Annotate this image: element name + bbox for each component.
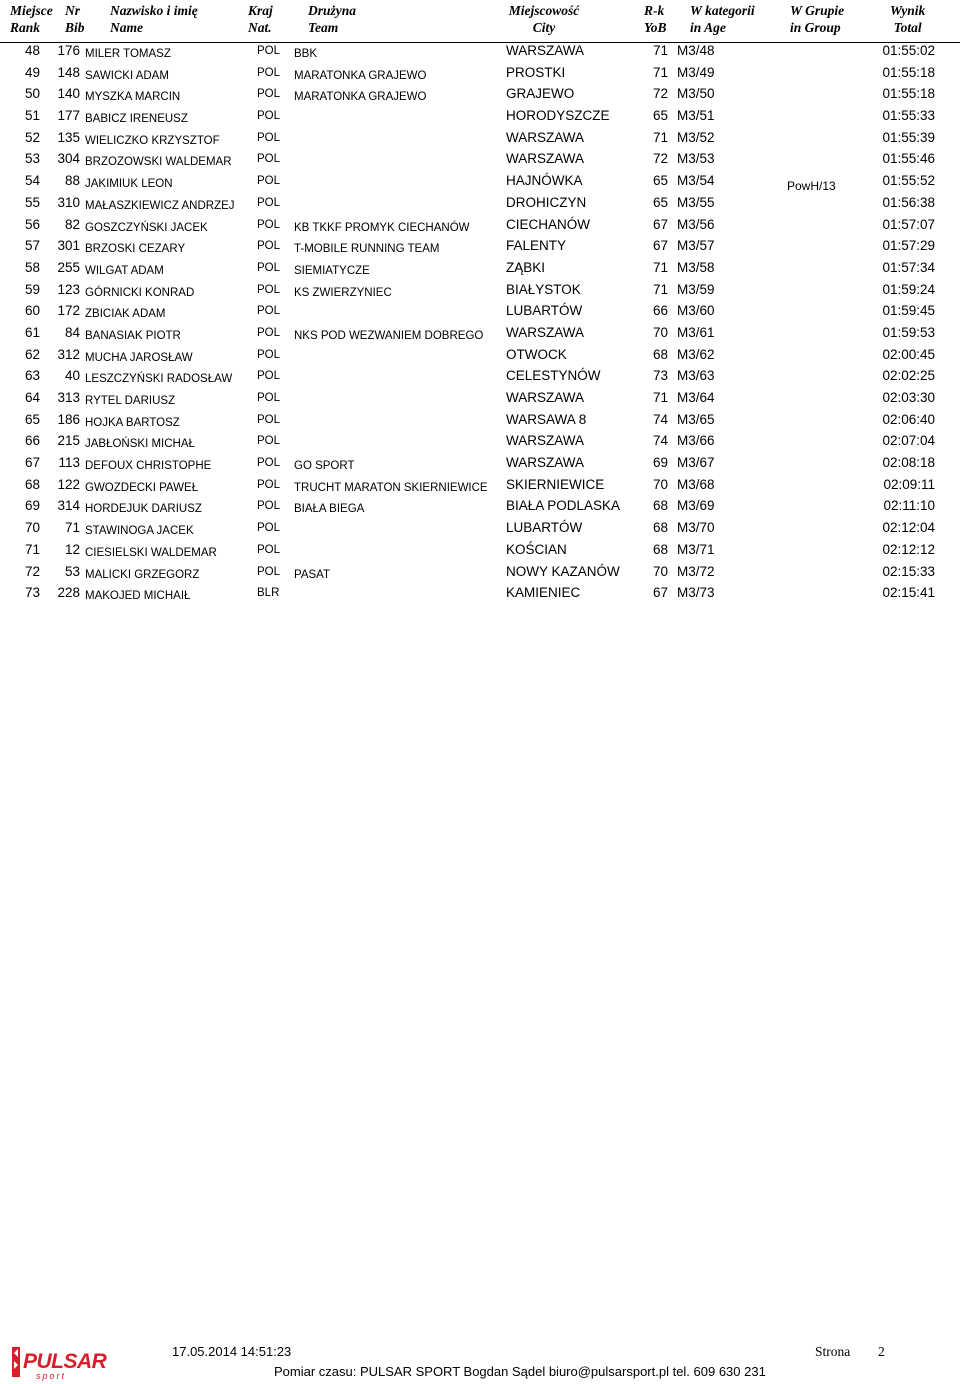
nat-cell: POL	[257, 305, 281, 318]
rank-cell: 49	[24, 64, 40, 80]
city-cell: WARSZAWA	[506, 390, 584, 405]
total-cell: 02:06:40	[882, 411, 935, 427]
nat-cell: POL	[257, 283, 281, 296]
nat-cell: POL	[257, 457, 281, 470]
bib-cell: 177	[57, 108, 80, 124]
category-cell: M3/70	[677, 520, 715, 536]
nat-cell: POL	[257, 500, 281, 513]
bib-cell: 88	[64, 173, 80, 189]
team-cell: KB TKKF PROMYK CIECHANÓW	[294, 221, 470, 234]
rank-cell: 73	[24, 585, 40, 601]
header-team: Drużyna Team	[308, 3, 357, 35]
yob-cell: 67	[652, 585, 668, 601]
name-cell: GWOZDECKI PAWEŁ	[85, 481, 199, 494]
nat-cell: BLR	[257, 587, 280, 600]
total-cell: 01:55:02	[882, 43, 935, 58]
table-row	[0, 519, 960, 541]
category-cell: M3/73	[677, 585, 715, 601]
yob-cell: 69	[652, 455, 668, 471]
name-cell: MAŁASZKIEWICZ ANDRZEJ	[85, 199, 235, 212]
yob-cell: 65	[652, 108, 668, 124]
rank-cell: 59	[24, 281, 40, 297]
bib-cell: 84	[64, 324, 80, 340]
nat-cell: POL	[257, 543, 281, 556]
category-cell: M3/67	[677, 455, 715, 471]
group-cell: PowH/13	[787, 179, 836, 194]
table-row	[0, 476, 960, 498]
name-cell: GÓRNICKI KONRAD	[85, 286, 195, 299]
bib-cell: 122	[57, 476, 80, 492]
rank-cell: 53	[24, 151, 40, 167]
yob-cell: 72	[652, 86, 668, 102]
total-cell: 01:57:07	[882, 216, 935, 232]
category-cell: M3/55	[677, 194, 715, 210]
city-cell: PROSTKI	[506, 64, 566, 80]
yob-cell: 71	[652, 64, 668, 80]
bib-cell: 312	[57, 346, 80, 362]
total-cell: 02:03:30	[882, 390, 935, 405]
bib-cell: 113	[58, 455, 80, 471]
team-cell: PASAT	[294, 568, 330, 581]
rank-cell: 64	[24, 390, 40, 405]
bib-cell: 255	[57, 259, 80, 275]
table-row	[0, 497, 960, 519]
table-row	[0, 346, 960, 368]
team-cell: GO SPORT	[294, 460, 355, 473]
city-cell: KOŚCIAN	[506, 541, 567, 557]
yob-cell: 67	[652, 216, 668, 232]
team-cell: MARATONKA GRAJEWO	[294, 69, 427, 82]
nat-cell: POL	[257, 522, 281, 535]
team-cell: KS ZWIERZYNIEC	[294, 286, 392, 299]
table-row	[0, 432, 960, 454]
city-cell: WARSZAWA	[506, 455, 584, 471]
table-row	[0, 302, 960, 324]
nat-cell: POL	[257, 88, 281, 101]
yob-cell: 70	[652, 324, 668, 340]
bib-cell: 148	[57, 64, 80, 80]
rank-cell: 50	[24, 86, 40, 102]
yob-cell: 74	[652, 433, 668, 449]
city-cell: WARSZAWA	[506, 129, 584, 145]
city-cell: WARSZAWA	[506, 151, 584, 167]
nat-cell: POL	[257, 131, 281, 144]
total-cell: 02:15:41	[882, 585, 935, 601]
bib-cell: 314	[57, 498, 80, 514]
total-cell: 02:15:33	[882, 563, 935, 579]
yob-cell: 71	[652, 281, 668, 297]
name-cell: WILGAT ADAM	[85, 264, 164, 277]
city-cell: OTWOCK	[506, 346, 567, 362]
table-row	[0, 563, 960, 585]
nat-cell: POL	[257, 153, 281, 166]
yob-cell: 73	[652, 368, 668, 384]
city-cell: HORODYSZCZE	[506, 108, 610, 124]
name-cell: LESZCZYŃSKI RADOSŁAW	[85, 373, 233, 386]
city-cell: BIAŁYSTOK	[506, 281, 581, 297]
yob-cell: 65	[652, 194, 668, 210]
yob-cell: 71	[652, 43, 668, 58]
team-cell: BBK	[294, 48, 318, 60]
category-cell: M3/58	[677, 259, 715, 275]
rank-cell: 56	[24, 216, 40, 232]
bib-cell: 172	[57, 303, 80, 319]
table-row	[0, 541, 960, 563]
name-cell: BRZOZOWSKI WALDEMAR	[85, 156, 232, 169]
yob-cell: 72	[652, 151, 668, 167]
total-cell: 01:55:39	[882, 129, 935, 145]
category-cell: M3/56	[677, 216, 715, 232]
bib-cell: 71	[64, 520, 80, 536]
city-cell: KAMIENIEC	[506, 585, 581, 601]
name-cell: SAWICKI ADAM	[85, 69, 169, 82]
name-cell: MYSZKA MARCIN	[85, 91, 181, 104]
svg-text:PULSAR: PULSAR	[23, 1350, 107, 1373]
team-cell: TRUCHT MARATON SKIERNIEWICE	[294, 481, 488, 494]
rank-cell: 67	[24, 455, 40, 471]
total-cell: 01:59:53	[882, 324, 935, 340]
team-cell: NKS POD WEZWANIEM DOBREGO	[294, 329, 484, 342]
table-row	[0, 194, 960, 216]
bib-cell: 12	[64, 541, 80, 557]
city-cell: LUBARTÓW	[506, 520, 583, 536]
rank-cell: 60	[24, 303, 40, 319]
name-cell: BABICZ IRENEUSZ	[85, 113, 188, 126]
rank-cell: 57	[24, 238, 40, 254]
header-group: W Grupie in Group	[790, 3, 845, 35]
total-cell: 01:55:52	[882, 173, 935, 189]
bib-cell: 40	[64, 368, 80, 384]
bib-cell: 140	[57, 86, 80, 102]
table-row	[0, 129, 960, 151]
rank-cell: 48	[24, 43, 40, 58]
total-cell: 02:11:10	[883, 498, 935, 514]
category-cell: M3/50	[677, 86, 715, 102]
name-cell: WIELICZKO KRZYSZTOF	[85, 134, 220, 147]
nat-cell: POL	[257, 435, 281, 448]
nat-cell: POL	[257, 326, 281, 339]
yob-cell: 68	[652, 346, 668, 362]
bib-cell: 123	[57, 281, 80, 297]
yob-cell: 68	[652, 541, 668, 557]
bib-cell: 176	[57, 43, 80, 58]
bib-cell: 82	[64, 216, 80, 232]
category-cell: M3/63	[677, 368, 715, 384]
header-nat: Kraj Nat.	[248, 3, 273, 35]
total-cell: 01:55:46	[882, 151, 935, 167]
total-cell: 01:56:38	[882, 194, 935, 210]
header-rank: Miejsce Rank	[10, 3, 53, 35]
city-cell: WARSZAWA	[506, 433, 584, 449]
city-cell: WARSAWA 8	[506, 411, 587, 427]
team-cell: MARATONKA GRAJEWO	[294, 91, 427, 104]
team-cell: T-MOBILE RUNNING TEAM	[294, 243, 440, 256]
city-cell: DROHICZYN	[506, 194, 587, 210]
city-cell: NOWY KAZANÓW	[506, 563, 620, 579]
bib-cell: 310	[57, 194, 80, 210]
yob-cell: 70	[652, 476, 668, 492]
name-cell: HORDEJUK DARIUSZ	[85, 503, 202, 516]
city-cell: CELESTYNÓW	[506, 368, 601, 384]
nat-cell: POL	[257, 261, 281, 274]
city-cell: CIECHANÓW	[506, 216, 590, 232]
table-row	[0, 216, 960, 238]
city-cell: BIAŁA PODLASKA	[506, 498, 621, 514]
nat-cell: POL	[257, 45, 281, 57]
total-cell: 02:12:12	[882, 541, 935, 557]
name-cell: ZBICIAK ADAM	[85, 308, 166, 321]
rank-cell: 61	[24, 324, 40, 340]
total-cell: 02:00:45	[882, 346, 935, 362]
header-category: W kategorii in Age	[690, 3, 755, 35]
name-cell: MALICKI GRZEGORZ	[85, 568, 200, 581]
table-header	[0, 0, 960, 43]
rank-cell: 66	[24, 433, 40, 449]
name-cell: JAKIMIUK LEON	[85, 178, 173, 191]
svg-text:sport: sport	[36, 1371, 67, 1381]
nat-cell: POL	[257, 565, 281, 578]
nat-cell: POL	[257, 66, 281, 79]
name-cell: MUCHA JAROSŁAW	[85, 351, 193, 364]
total-cell: 01:55:33	[882, 108, 935, 124]
category-cell: M3/68	[677, 476, 715, 492]
table-row	[0, 281, 960, 303]
city-cell: HAJNÓWKA	[506, 173, 583, 189]
yob-cell: 71	[652, 390, 668, 405]
city-cell: SKIERNIEWICE	[506, 476, 605, 492]
rank-cell: 51	[24, 108, 40, 124]
yob-cell: 68	[652, 498, 668, 514]
rank-cell: 70	[24, 520, 40, 536]
total-cell: 01:55:18	[882, 86, 935, 102]
category-cell: M3/72	[677, 563, 715, 579]
yob-cell: 70	[652, 563, 668, 579]
table-row	[0, 411, 960, 433]
rank-cell: 58	[24, 259, 40, 275]
header-bib: Nr Bib	[65, 3, 85, 35]
rank-cell: 54	[24, 173, 40, 189]
nat-cell: POL	[257, 413, 281, 426]
footer-datetime: 17.05.2014 14:51:23	[172, 1344, 292, 1359]
total-cell: 01:57:34	[882, 259, 935, 275]
city-cell: GRAJEWO	[506, 86, 575, 102]
name-cell: HOJKA BARTOSZ	[85, 416, 180, 429]
category-cell: M3/54	[677, 173, 715, 189]
nat-cell: POL	[257, 370, 281, 383]
name-cell: DEFOUX CHRISTOPHE	[85, 460, 212, 473]
nat-cell: POL	[257, 348, 281, 361]
table-row	[0, 259, 960, 281]
bib-cell: 135	[57, 129, 80, 145]
rank-cell: 55	[24, 194, 40, 210]
rank-cell: 68	[24, 476, 40, 492]
name-cell: STAWINOGA JACEK	[85, 525, 194, 538]
table-row	[0, 172, 960, 194]
nat-cell: POL	[257, 478, 281, 491]
rank-cell: 63	[24, 368, 40, 384]
yob-cell: 67	[652, 238, 668, 254]
name-cell: JABŁOŃSKI MICHAŁ	[85, 438, 195, 451]
city-cell: LUBARTÓW	[506, 303, 583, 319]
table-row	[0, 107, 960, 129]
category-cell: M3/66	[677, 433, 715, 449]
nat-cell: POL	[257, 392, 281, 404]
bib-cell: 228	[57, 585, 80, 601]
category-cell: M3/59	[677, 281, 715, 297]
total-cell: 02:12:04	[882, 520, 935, 536]
footer-page-label: Strona	[815, 1344, 851, 1359]
category-cell: M3/53	[677, 151, 715, 167]
bib-cell: 186	[57, 411, 80, 427]
yob-cell: 68	[652, 520, 668, 536]
category-cell: M3/48	[677, 43, 715, 58]
total-cell: 02:02:25	[882, 368, 935, 384]
total-cell: 02:07:04	[882, 433, 935, 449]
city-cell: ZĄBKI	[506, 259, 546, 275]
rank-cell: 62	[24, 346, 40, 362]
city-cell: WARSZAWA	[506, 324, 584, 340]
name-cell: GOSZCZYŃSKI JACEK	[85, 221, 208, 234]
category-cell: M3/62	[677, 346, 715, 362]
table-row	[0, 150, 960, 172]
nat-cell: POL	[257, 240, 281, 253]
nat-cell: POL	[257, 175, 281, 188]
total-cell: 01:55:18	[882, 64, 935, 80]
category-cell: M3/64	[677, 390, 715, 405]
bib-cell: 301	[57, 238, 80, 254]
bib-cell: 215	[57, 433, 80, 449]
team-cell: SIEMIATYCZE	[294, 264, 370, 277]
total-cell: 01:59:45	[882, 303, 935, 319]
results-table	[0, 42, 960, 606]
table-row	[0, 85, 960, 107]
yob-cell: 71	[652, 259, 668, 275]
name-cell: BRZOSKI CEZARY	[85, 243, 186, 256]
header-city: Miejscowość City	[508, 3, 580, 35]
yob-cell: 71	[652, 129, 668, 145]
nat-cell: POL	[257, 196, 281, 209]
nat-cell: POL	[257, 110, 281, 123]
rank-cell: 69	[24, 498, 40, 514]
pulsar-sport-logo	[10, 1345, 114, 1381]
nat-cell: POL	[257, 218, 281, 231]
name-cell: BANASIAK PIOTR	[85, 329, 181, 342]
table-row	[0, 42, 960, 64]
header-total: Wynik Total	[890, 3, 926, 35]
table-row	[0, 64, 960, 86]
name-cell: MILER TOMASZ	[85, 48, 171, 60]
yob-cell: 66	[652, 303, 668, 319]
category-cell: M3/61	[677, 324, 715, 340]
rank-cell: 52	[24, 129, 40, 145]
category-cell: M3/71	[677, 541, 715, 557]
category-cell: M3/51	[677, 108, 715, 124]
bib-cell: 304	[57, 151, 80, 167]
table-row	[0, 324, 960, 346]
footer-timing-info: Pomiar czasu: PULSAR SPORT Bogdan Sądel biuro@pulsarsport.pl tel. 609 630 231	[274, 1364, 766, 1379]
category-cell: M3/49	[677, 64, 715, 80]
name-cell: CIESIELSKI WALDEMAR	[85, 546, 217, 559]
table-row	[0, 389, 960, 411]
city-cell: FALENTY	[506, 238, 567, 254]
table-row	[0, 454, 960, 476]
total-cell: 02:09:11	[883, 476, 935, 492]
yob-cell: 74	[652, 411, 668, 427]
table-row	[0, 367, 960, 389]
category-cell: M3/60	[677, 303, 715, 319]
team-cell: BIAŁA BIEGA	[294, 503, 365, 516]
name-cell: MAKOJED MICHAIŁ	[85, 590, 191, 603]
city-cell: WARSZAWA	[506, 43, 584, 58]
category-cell: M3/69	[677, 498, 715, 514]
rank-cell: 65	[24, 411, 40, 427]
table-row	[0, 584, 960, 606]
total-cell: 01:59:24	[882, 281, 935, 297]
yob-cell: 65	[652, 173, 668, 189]
rank-cell: 72	[24, 563, 40, 579]
header-name: Nazwisko i imię Name	[110, 3, 198, 35]
rank-cell: 71	[24, 541, 40, 557]
category-cell: M3/65	[677, 411, 715, 427]
name-cell: RYTEL DARIUSZ	[85, 395, 176, 407]
category-cell: M3/57	[677, 238, 715, 254]
bib-cell: 313	[57, 390, 80, 405]
category-cell: M3/52	[677, 129, 715, 145]
header-yob: R-k YoB	[644, 3, 667, 35]
table-row	[0, 237, 960, 259]
total-cell: 01:57:29	[882, 238, 935, 254]
bib-cell: 53	[64, 563, 80, 579]
total-cell: 02:08:18	[882, 455, 935, 471]
footer-page-number: 2	[878, 1344, 885, 1359]
